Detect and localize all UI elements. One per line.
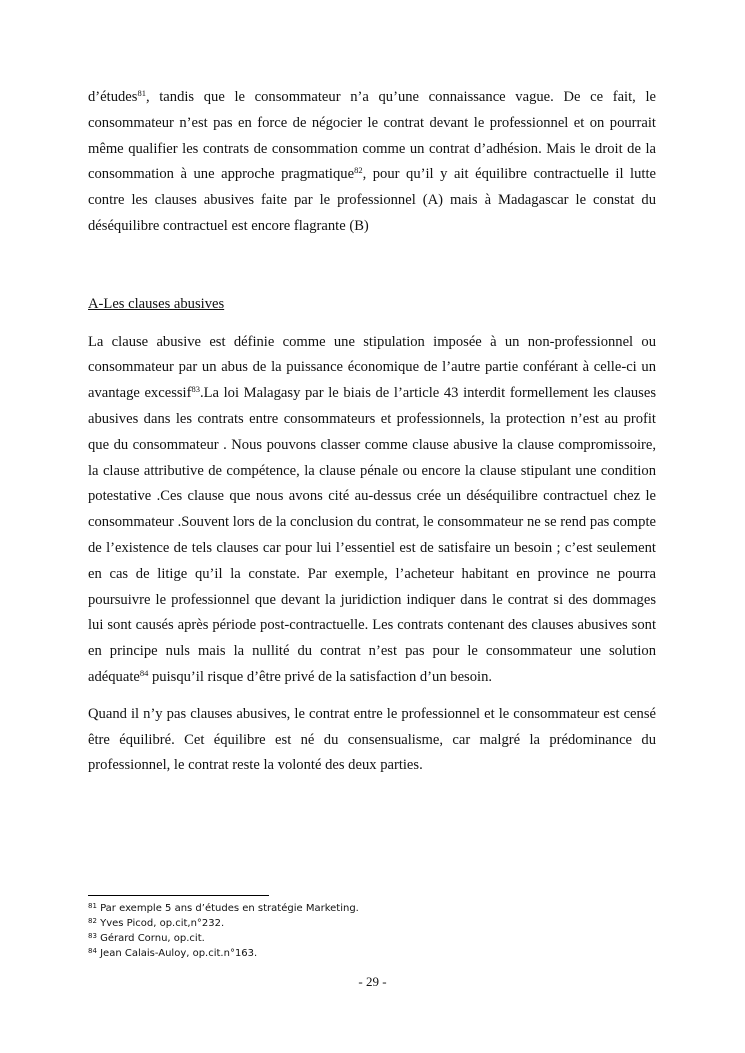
text-run: d’études bbox=[88, 89, 138, 105]
footnote-number: 83 bbox=[88, 932, 97, 940]
footnote-text: Gérard Cornu, op.cit. bbox=[96, 933, 205, 944]
text-run: .La loi Malagasy par le biais de l’article 43 interdit formellement les clauses abusives dans les contrats entre consommateurs et professionnels, la protection n’est au profit que du consommateur . Nous pouvons classer comme clause abusive la clause compromissoire, la clause attributive de compétence, la clause pénale ou encore la clause stipulant une condition potestative .Ces clause que nous avons cité au-dessus crée un déséquilibre contractuel chez le consommateur .Souvent lors de la conclusion du contrat, le consommateur ne se rend pas compte de l’existence de tels clauses car pour lui l’essentiel est de satisfaire un besoin ; c’est seulement en cas de litige qu’il la constate. Par exemple, l’acheteur habitant en province ne pourra poursuivre le professionnel que devant la juridiction indiquer dans le contrat si des dommages lui sont causés après période post-contractuelle. Les contrats contenant des clauses abusives sont en principe nuls mais la nullité du contrat n’est pas pour le consommateur une solution adéquate bbox=[88, 385, 656, 685]
text-run: La clause abusive est définie comme une stipulation imposée à un non-professionnel ou consommateur par un abus de la puissance économique de l’autre partie conférant à celle-ci un avantage excessif bbox=[88, 333, 656, 402]
footnote-84 bbox=[88, 946, 656, 961]
page-number: - 29 - bbox=[358, 974, 387, 989]
footnote-ref-81[interactable]: 81 bbox=[137, 88, 146, 98]
footnote-ref-82[interactable]: 82 bbox=[354, 165, 363, 176]
footnote-number: 84 bbox=[88, 947, 97, 955]
text-run: , pour qu’il y ait équilibre contractuelle il lutte contre les clauses abusives faite par le professionnel (A) mais à Madagascar le constat du déséquilibre contractuel est encore flagrante (B) bbox=[88, 166, 656, 234]
section-heading bbox=[88, 292, 656, 318]
text-run: , tandis que le consommateur n’a qu’une connaissance vague. De ce fait, le consommateur n’est pas en force de négocier le contrat devant le professionnel et on pourrait même qualifier les contrats de consommation comme un contrat d’adhésion. Mais le droit de la consommation à une approche pragmatique bbox=[88, 89, 656, 183]
section-heading-text: A-Les clauses abusives bbox=[88, 295, 225, 312]
footnote-82 bbox=[88, 916, 656, 931]
footnote-text: Par exemple 5 ans d’études en stratégie Marketing. bbox=[96, 903, 359, 914]
footnote-separator bbox=[88, 895, 269, 896]
paragraph-1 bbox=[88, 85, 656, 240]
footnote-ref-84[interactable]: 84 bbox=[139, 667, 149, 678]
footnote-83 bbox=[88, 931, 656, 946]
paragraph-3: Quand il n’y pas clauses abusives, le contrat entre le professionnel et le consommateur est censé être équilibré. Cet équilibre est né du consensualisme, car malgré la prédominance du professionnel, le contrat reste la volonté des deux parties. bbox=[88, 705, 656, 774]
footnote-text: Yves Picod, op.cit,n°232. bbox=[96, 918, 225, 929]
footnote-number: 82 bbox=[88, 917, 97, 925]
page-body bbox=[88, 85, 656, 779]
text-run: puisqu’il risque d’être privé de la satisfaction d’un besoin. bbox=[148, 668, 493, 685]
footnote-number: 81 bbox=[88, 902, 97, 910]
footnote-text: Jean Calais-Auloy, op.cit.n°163. bbox=[96, 948, 258, 959]
paragraph-2 bbox=[88, 330, 656, 691]
footnote-81 bbox=[88, 901, 656, 916]
footnote-ref-83[interactable]: 83 bbox=[191, 384, 200, 395]
footnotes bbox=[88, 895, 656, 961]
